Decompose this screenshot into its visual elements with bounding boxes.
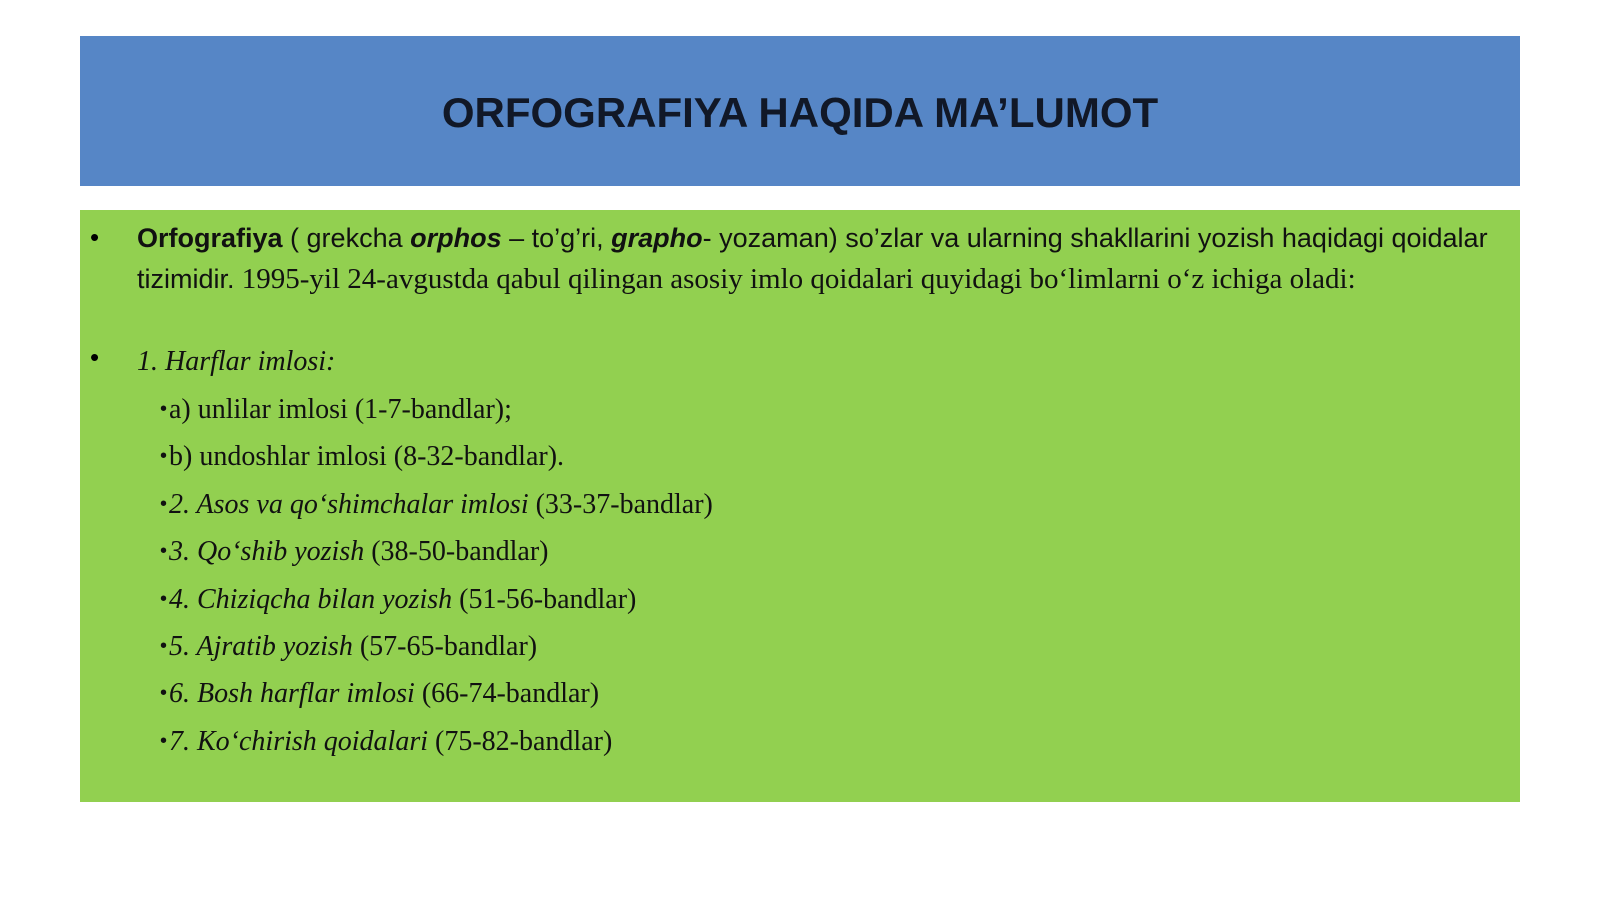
slide-title: ORFOGRAFIYA HAQIDA MA’LUMOT xyxy=(441,89,1159,136)
sub-bullet: • xyxy=(160,729,168,752)
list-item: •a) unlilar imlosi (1-7-bandlar); xyxy=(160,386,1360,433)
intro-term: Orfografiya xyxy=(137,223,283,253)
rules-list xyxy=(160,386,1360,765)
sub-bullet: • xyxy=(160,587,168,610)
intro-definition: - yozaman) so’zlar va ularning shakllarini yozish haqidagi qoidalar tizimidir. xyxy=(137,223,1488,294)
sub-bullet: • xyxy=(160,540,168,563)
bullet-marker: • xyxy=(90,342,100,372)
sub-bullet: • xyxy=(160,492,168,515)
list-item: •3. Qo‘shib yozish (38-50-bandlar) xyxy=(160,528,1360,575)
list-item: •6. Bosh harflar imlosi (66-74-bandlar) xyxy=(160,670,1360,717)
list-item: •2. Asos va qo‘shimchalar imlosi (33-37-bandlar) xyxy=(160,481,1360,528)
sub-bullet: • xyxy=(160,634,168,657)
list-item: •4. Chiziqcha bilan yozish (51-56-bandlar) xyxy=(160,576,1360,623)
section-heading: 1. Harflar imlosi: xyxy=(137,346,336,377)
intro-open: ( grekcha xyxy=(282,223,411,253)
sub-bullet: • xyxy=(160,445,168,468)
intro-dash: – to’g’ri, xyxy=(501,223,612,253)
intro-rules-text: 1995-yil 24-avgustda qabul qilingan asosiy imlo qoidalari quyidagi bo‘limlarni o‘z ichiga oladi: xyxy=(234,263,1356,295)
list-item: •7. Ko‘chirish qoidalari (75-82-bandlar) xyxy=(160,718,1360,765)
sub-bullet: • xyxy=(160,682,168,705)
intro-paragraph xyxy=(137,218,1507,300)
sub-bullet: • xyxy=(160,398,168,420)
content-panel xyxy=(80,210,1520,802)
intro-word-orphos: orphos xyxy=(410,223,502,253)
list-item: •5. Ajratib yozish (57-65-bandlar) xyxy=(160,623,1360,670)
intro-word-grapho: grapho xyxy=(611,223,703,253)
list-item: •b) undoshlar imlosi (8-32-bandlar). xyxy=(160,433,1360,480)
title-banner xyxy=(80,36,1520,186)
bullet-marker: • xyxy=(90,222,100,252)
